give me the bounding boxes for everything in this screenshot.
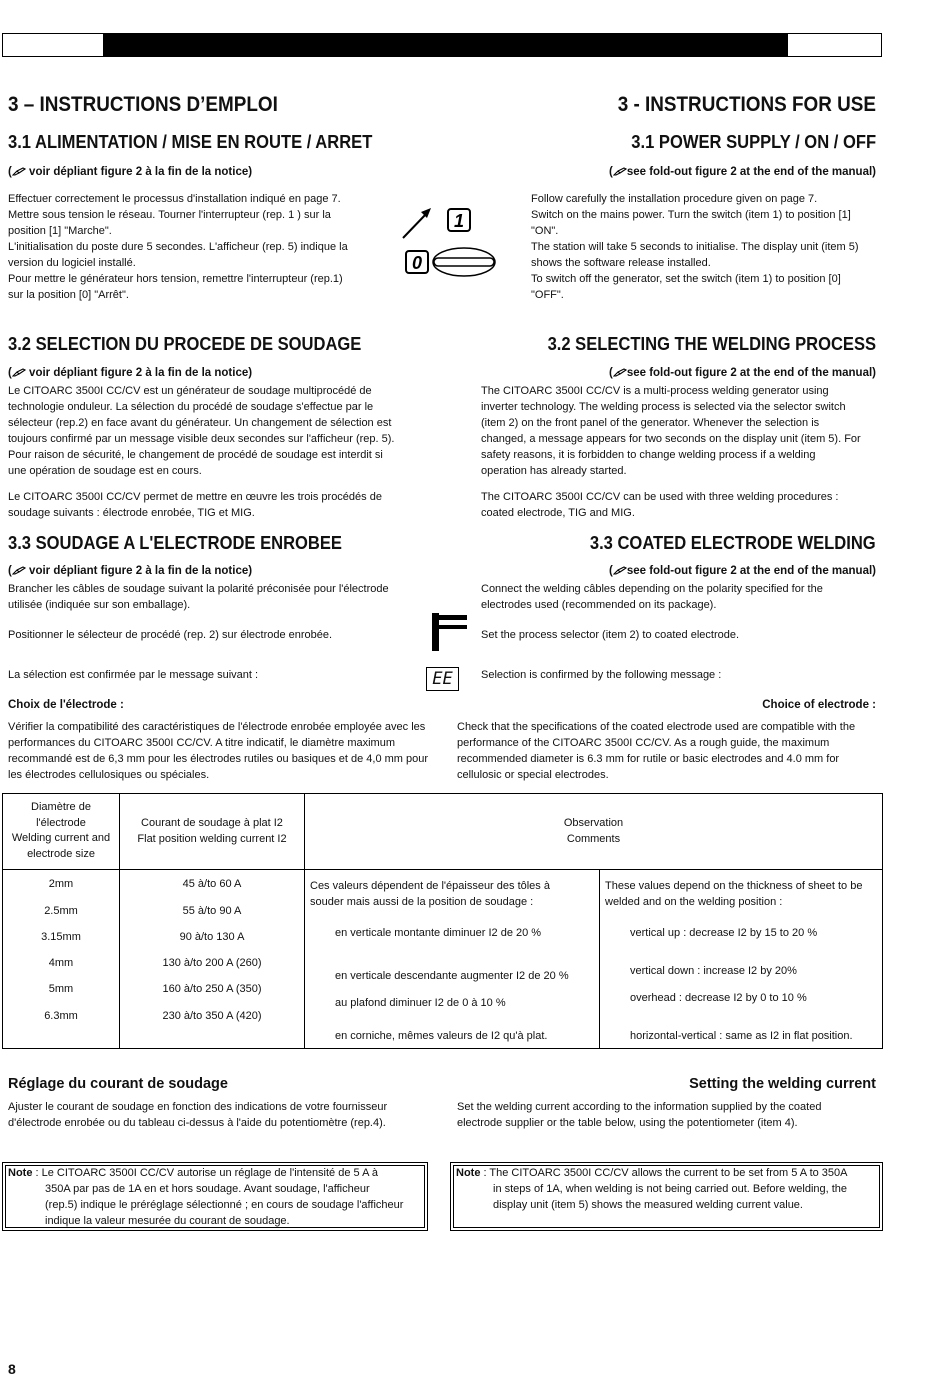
choice-title-en: Choice of electrode :: [762, 699, 876, 711]
s31-ref-fr: ( voir dépliant figure 2 à la fin de la notice): [8, 166, 253, 178]
table-cell-current: 55 à/to 90 A: [182, 905, 242, 917]
title-fr: 3 – INSTRUCTIONS D’EMPLOI: [8, 93, 278, 116]
choice-text-en: Check that the specifications of the coated electrode used are compatible with the performance of the CITOARC 3500I CC/CV. As a rough guide, the maximum recommended diameter is 6.3 mm for rutile or basic electrodes and 4.0 mm for cellulosic or special electrodes.: [457, 721, 856, 781]
table-cell-diameter: 3.15mm: [41, 931, 81, 943]
s33-ref-en: ( see fold-out figure 2 at the end of the manual): [608, 565, 876, 577]
table-header-current: Courant de soudage à plat I2 Flat position welding current I2: [120, 794, 305, 870]
obs-en-item: vertical up : decrease I2 by 15 to 20 %: [630, 927, 818, 939]
pen-icon: [613, 167, 627, 176]
table-col-diameter: [3, 870, 120, 1049]
display-message: EE: [426, 667, 459, 691]
s33-text3-fr: La sélection est confirmée par le message suivant :: [8, 669, 259, 681]
electrode-holder-icon: [430, 611, 470, 653]
switch-off-label: 0: [411, 253, 423, 273]
obs-fr-intro: Ces valeurs dépendent de l'épaisseur des tôles à souder mais aussi de la position de soudage :: [310, 880, 550, 908]
table-cell-current: 90 à/to 130 A: [179, 931, 245, 943]
s33-text1-en: Connect the welding câbles depending on the polarity specified for the electrodes used (recommended on its package).: [481, 583, 823, 611]
pen-icon: [613, 566, 627, 575]
note-label-fr: Note: [8, 1167, 33, 1179]
table-col-obs-en: [600, 870, 883, 1049]
obs-en-intro: These values depend on the thickness of sheet to be welded and on the welding position :: [605, 880, 863, 908]
s33-title-fr: 3.3 SOUDAGE A L'ELECTRODE ENROBEE: [8, 533, 342, 553]
table-cell-diameter: 6.3mm: [44, 1010, 78, 1022]
s31-ref-en: ( see fold-out figure 2 at the end of the manual): [608, 166, 876, 178]
s33-ref-en-text: see fold-out figure 2 at the end of the manual): [626, 565, 876, 577]
obs-en-item: horizontal-vertical : same as I2 in flat position.: [630, 1030, 853, 1042]
s32-text1-fr: Le CITOARC 3500I CC/CV est un générateur de soudage multiprocédé de technologie onduleur. La sélection du procédé de soudage s'effectue par le sélecteur (rep.2) en face avant du générateur. Un changement de sélection est toujours confirmé par un message visible deux secondes sur l'afficheur (rep. 5). Pour raison de sécurité, le changement de procédé de soudage est interdit si une opération de soudage est en cours.: [8, 385, 395, 477]
pen-icon: [613, 368, 627, 377]
obs-fr-item: au plafond diminuer I2 de 0 à 10 %: [335, 997, 506, 1009]
table-cell-current: 45 à/to 60 A: [182, 878, 242, 890]
s33-text2-en: Set the process selector (item 2) to coated electrode.: [481, 629, 740, 641]
note-text-en: [456, 1165, 878, 1213]
note-label-en: Note: [456, 1167, 481, 1179]
choice-text-fr: Vérifier la compatibilité des caractéristiques de l'électrode enrobée employée avec les performances du CITOARC 3500I CC/CV. A titre indicatif, le diamètre maximum recommandé est de 6,3 mm pour les électrodes rutiles ou basiques et de 4,0 mm pour les électrodes cellulosiques ou spéciales.: [8, 721, 429, 781]
electrode-table: [2, 793, 883, 1049]
s31-title-fr: 3.1 ALIMENTATION / MISE EN ROUTE / ARRET: [8, 132, 373, 152]
obs-en-item: vertical down : increase I2 by 20%: [630, 965, 797, 977]
s32-title-fr: 3.2 SELECTION DU PROCEDE DE SOUDAGE: [8, 334, 362, 354]
s33-text3-en: Selection is confirmed by the following message :: [481, 669, 722, 681]
pen-icon: [12, 368, 26, 377]
s32-ref-fr: ( voir dépliant figure 2 à la fin de la notice): [8, 367, 253, 379]
switch-on-label: 1: [453, 211, 465, 231]
s31-ref-fr-text: voir dépliant figure 2 à la fin de la notice): [29, 166, 253, 178]
obs-fr-item: en corniche, mêmes valeurs de I2 qu'à plat.: [335, 1030, 548, 1042]
note-first-en: : The CITOARC 3500I CC/CV allows the current to be set from 5 A to 350A: [480, 1167, 848, 1179]
current-title-en: Setting the welding current: [689, 1076, 876, 1092]
table-cell-current: 130 à/to 200 A (260): [162, 957, 262, 969]
note-box-fr: [2, 1162, 428, 1231]
current-text-en: Set the welding current according to the information supplied by the coated electrode supplier or the table below, using the potentiometer (item 4).: [457, 1101, 822, 1129]
s32-title-en: 3.2 SELECTING THE WELDING PROCESS: [547, 334, 876, 354]
table-cell-diameter: 5mm: [48, 983, 74, 995]
s32-text2-en: The CITOARC 3500I CC/CV can be used with three welding procedures : coated electrode, TIG and MIG.: [481, 491, 839, 519]
note-first-fr: : Le CITOARC 3500I CC/CV autorise un réglage de l'intensité de 5 A à: [32, 1167, 378, 1179]
note-box-en: [450, 1162, 883, 1231]
s33-text2-fr: Positionner le sélecteur de procédé (rep. 2) sur électrode enrobée.: [8, 629, 333, 641]
title-en: 3 - INSTRUCTIONS FOR USE: [617, 93, 876, 116]
table-col-obs-fr: [305, 870, 600, 1049]
pen-icon: [12, 566, 26, 575]
pen-icon: [12, 167, 26, 176]
s31-ref-en-text: see fold-out figure 2 at the end of the manual): [626, 166, 876, 178]
s32-ref-en-text: see fold-out figure 2 at the end of the manual): [626, 367, 876, 379]
page-number: 8: [8, 1361, 16, 1377]
choice-title-fr: Choix de l'électrode :: [8, 699, 124, 711]
table-col-current: [120, 870, 305, 1049]
s33-ref-fr-text: voir dépliant figure 2 à la fin de la notice): [29, 565, 253, 577]
header-bar-fill: [103, 34, 788, 56]
table-cell-diameter: 4mm: [48, 957, 74, 969]
s32-ref-fr-text: voir dépliant figure 2 à la fin de la notice): [29, 367, 253, 379]
current-title-fr: Réglage du courant de soudage: [8, 1076, 228, 1092]
table-cell-diameter: 2.5mm: [44, 905, 78, 917]
current-text-fr: Ajuster le courant de soudage en fonction des indications de votre fournisseur d'électrode enrobée ou du tableau ci-dessus à l'aide du potentiomètre (rep.4).: [8, 1101, 388, 1129]
note-text-fr: [8, 1165, 423, 1229]
power-switch-icon: [400, 205, 500, 277]
s31-title-en: 3.1 POWER SUPPLY / ON / OFF: [631, 132, 876, 152]
s31-text-en: Follow carefully the installation procedure given on page 7. Switch on the mains power. Turn the switch (item 1) to position [1] "ON". The station will take 5 seconds to initialise. The display unit (item 5) shows the software release installed. To switch off the generator, set the switch (item 1) to position [0] "OFF".: [531, 193, 859, 301]
obs-fr-item: en verticale montante diminuer I2 de 20 %: [335, 927, 542, 939]
s31-text-fr: Effectuer correctement le processus d'installation indiqué en page 7. Mettre sous tension le réseau. Tourner l'interrupteur (rep. 1 ) sur la position [1] "Marche". L'initialisation du poste dure 5 secondes. L'afficheur (rep. 5) indique la version du logiciel installé. Pour mettre le générateur hors tension, remettre l'interrupteur (rep.1) sur la position [0] "Arrêt".: [8, 193, 348, 301]
obs-fr-item: en verticale descendante augmenter I2 de 20 %: [335, 970, 569, 982]
obs-en-item: overhead : decrease I2 by 0 to 10 %: [630, 992, 807, 1004]
s32-text1-en: The CITOARC 3500I CC/CV is a multi-process welding generator using inverter technology. The welding process is selected via the selector switch (item 2) on the front panel of the generator. Whenever the selection is changed, a message appears for two seconds on the display unit (item 5). For safety reasons, it is forbidden to change welding process if a welding operation has already started.: [481, 385, 861, 477]
table-cell-diameter: 2mm: [48, 878, 74, 890]
table-cell-current: 160 à/to 250 A (350): [162, 983, 262, 995]
s32-text2-fr: Le CITOARC 3500I CC/CV permet de mettre en œuvre les trois procédés de soudage suivants : électrode enrobée, TIG et MIG.: [8, 491, 382, 519]
table-header-diameter: Diamètre de l'électrode Welding current and electrode size: [3, 794, 120, 870]
table-cell-current: 230 à/to 350 A (420): [162, 1010, 262, 1022]
s33-title-en: 3.3 COATED ELECTRODE WELDING: [590, 533, 876, 553]
note-rest-fr: 350A par pas de 1A en et hors soudage. Avant soudage, l'afficheur (rep.5) indique le préréglage sélectionné ; en cours de soudage l'afficheur indique la valeur mesurée du courant de soudage.: [45, 1183, 404, 1227]
table-header-observation: Observation Comments: [305, 794, 883, 870]
s33-text1-fr: Brancher les câbles de soudage suivant la polarité préconisée pour l'électrode utilisée (indiquée sur son emballage).: [8, 583, 389, 611]
s32-ref-en: ( see fold-out figure 2 at the end of the manual): [608, 367, 876, 379]
note-rest-en: in steps of 1A, when welding is not being carried out. Before welding, the display unit (item 5) shows the measured welding current value.: [493, 1183, 848, 1211]
header-bar: [2, 33, 882, 57]
s33-ref-fr: ( voir dépliant figure 2 à la fin de la notice): [8, 565, 253, 577]
